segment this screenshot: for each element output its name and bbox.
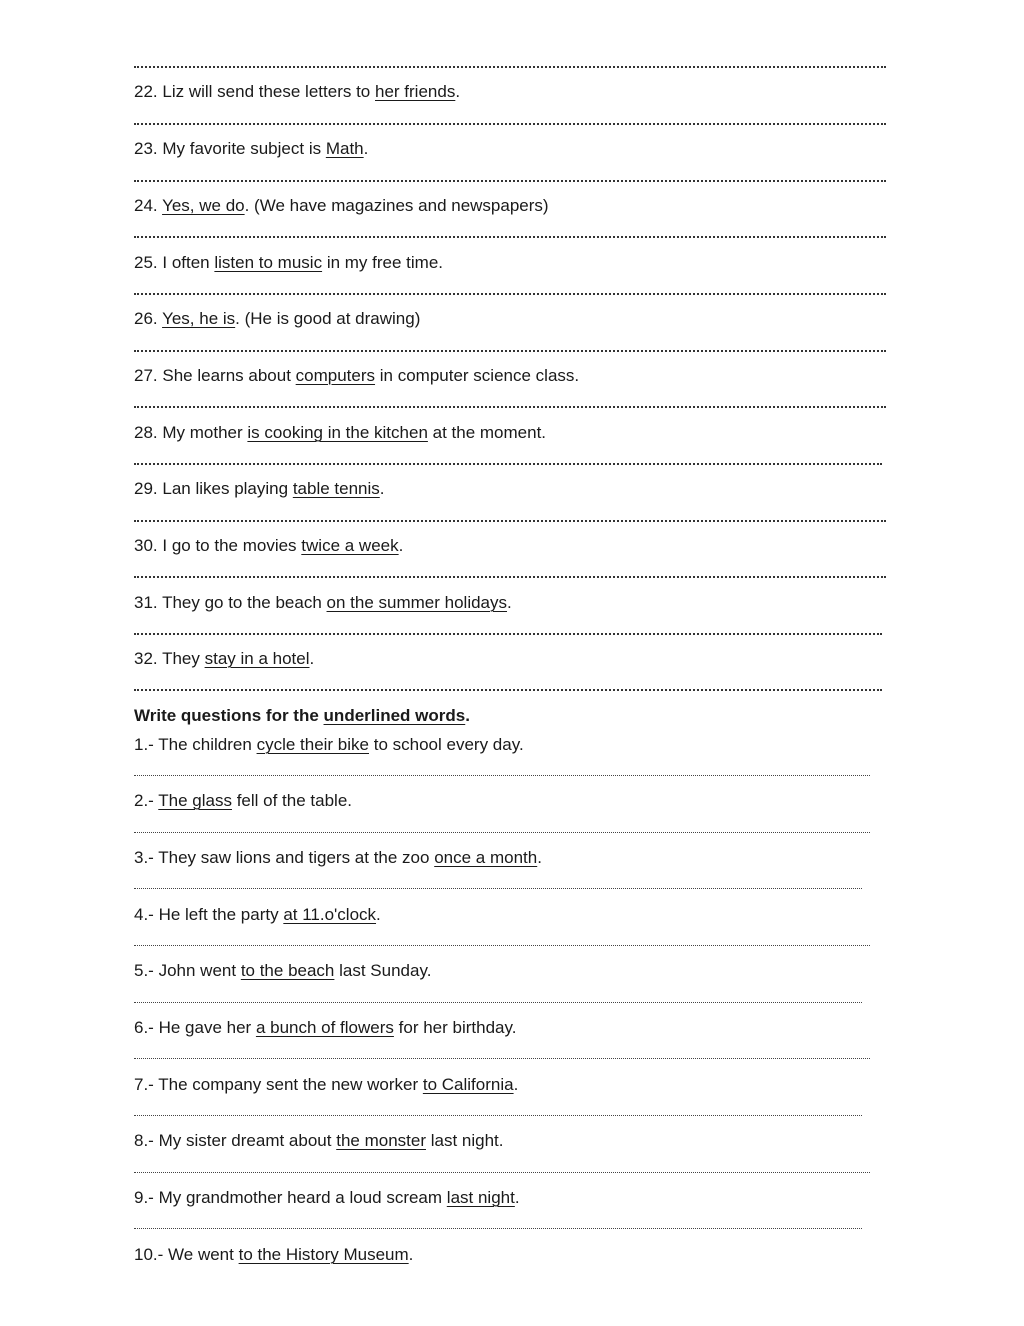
underlined-phrase: stay in a hotel — [204, 649, 310, 668]
sentence-text: . — [455, 82, 461, 101]
question-number: 22. — [134, 82, 158, 101]
question-29 — [134, 478, 385, 500]
question-number: 29. — [134, 479, 158, 498]
question-10 — [134, 1244, 413, 1266]
heading-text: Write questions for the — [134, 706, 319, 725]
underlined-phrase: her friends — [375, 82, 456, 101]
question-number: 27. — [134, 366, 158, 385]
answer-line — [134, 576, 886, 578]
sentence-text: . — [309, 649, 315, 668]
underlined-phrase: last night — [446, 1188, 515, 1207]
question-number: 23. — [134, 139, 158, 158]
answer-line — [134, 66, 886, 68]
question-6 — [134, 1017, 516, 1039]
sentence-text: He gave her — [158, 1018, 252, 1037]
underlined-phrase: The glass — [158, 791, 232, 810]
question-number: 1.- — [134, 735, 154, 754]
sentence-text: Liz will send these letters to — [162, 82, 371, 101]
answer-line — [134, 180, 886, 182]
question-number: 10.- — [134, 1245, 164, 1264]
underlined-phrase: a bunch of flowers — [255, 1018, 394, 1037]
underlined-phrase: on the summer holidays — [326, 593, 508, 612]
question-23 — [134, 138, 368, 160]
question-27 — [134, 365, 579, 387]
section-heading — [134, 705, 470, 727]
sentence-text: in computer science class. — [379, 366, 580, 385]
underlined-phrase: Yes, he is — [162, 309, 236, 328]
question-26 — [134, 308, 420, 330]
underlined-phrase: Yes, we do — [162, 196, 245, 215]
sentence-text: . — [513, 1075, 519, 1094]
sentence-text: . — [379, 479, 385, 498]
answer-line — [134, 1002, 862, 1003]
answer-line — [134, 832, 870, 833]
sentence-text: They — [162, 649, 200, 668]
underlined-phrase: at 11.o'clock — [283, 905, 377, 924]
question-number: 6.- — [134, 1018, 154, 1037]
sentence-text: . — [363, 139, 369, 158]
sentence-text: My sister dreamt about — [158, 1131, 332, 1150]
underlined-phrase: to the beach — [240, 961, 335, 980]
answer-line — [134, 236, 886, 238]
question-number: 5.- — [134, 961, 154, 980]
underlined-phrase: listen to music — [214, 253, 323, 272]
question-number: 31. — [134, 593, 158, 612]
sentence-text: . — [376, 905, 381, 924]
question-32 — [134, 648, 314, 670]
answer-line — [134, 463, 882, 465]
question-number: 26. — [134, 309, 158, 328]
sentence-text: Lan likes playing — [162, 479, 289, 498]
question-25 — [134, 252, 443, 274]
question-number: 7.- — [134, 1075, 154, 1094]
sentence-text: My grandmother heard a loud scream — [158, 1188, 443, 1207]
sentence-text: . — [408, 1245, 414, 1264]
question-5 — [134, 960, 431, 982]
question-number: 9.- — [134, 1188, 154, 1207]
question-number: 32. — [134, 649, 158, 668]
underlined-phrase: once a month — [434, 848, 538, 867]
underlined-phrase: to California — [422, 1075, 514, 1094]
sentence-text: . (He is good at drawing) — [235, 309, 421, 328]
question-number: 24. — [134, 196, 158, 215]
sentence-text: . — [537, 848, 542, 867]
sentence-text: last night. — [430, 1131, 504, 1150]
sentence-text: They go to the beach — [162, 593, 322, 612]
question-number: 2.- — [134, 791, 154, 810]
answer-line — [134, 520, 886, 522]
answer-line — [134, 1115, 862, 1116]
sentence-text: . (We have magazines and newspapers) — [244, 196, 549, 215]
question-number: 3.- — [134, 848, 154, 867]
sentence-text: fell of the table. — [236, 791, 353, 810]
sentence-text: The company sent the new worker — [158, 1075, 419, 1094]
answer-line — [134, 888, 862, 889]
sentence-text: for her birthday. — [398, 1018, 517, 1037]
sentence-text: My mother — [162, 423, 243, 442]
sentence-text: at the moment. — [432, 423, 547, 442]
sentence-text: to school every day. — [373, 735, 524, 754]
question-number: 25. — [134, 253, 158, 272]
answer-line — [134, 775, 870, 776]
question-number: 4.- — [134, 905, 154, 924]
answer-line — [134, 293, 886, 295]
question-number: 28. — [134, 423, 158, 442]
sentence-text: My favorite subject is — [162, 139, 322, 158]
underlined-phrase: twice a week — [301, 536, 399, 555]
underlined-phrase: the monster — [336, 1131, 426, 1150]
answer-line — [134, 123, 886, 125]
question-2 — [134, 790, 352, 812]
underlined-phrase: cycle their bike — [256, 735, 369, 754]
sentence-text: I often — [162, 253, 210, 272]
sentence-text: We went — [168, 1245, 234, 1264]
underlined-phrase: table tennis — [292, 479, 380, 498]
sentence-text: John went — [158, 961, 237, 980]
answer-line — [134, 945, 870, 946]
answer-line — [134, 1172, 870, 1173]
question-22 — [134, 81, 460, 103]
heading-text: . — [465, 706, 470, 725]
sentence-text: He left the party — [158, 905, 279, 924]
answer-line — [134, 1058, 870, 1059]
question-number: 30. — [134, 536, 158, 555]
underlined-phrase: to the History Museum — [238, 1245, 409, 1264]
answer-line — [134, 689, 882, 691]
question-1 — [134, 734, 524, 756]
question-4 — [134, 904, 381, 926]
question-28 — [134, 422, 546, 444]
question-9 — [134, 1187, 520, 1209]
question-8 — [134, 1130, 503, 1152]
sentence-text: I go to the movies — [162, 536, 297, 555]
answer-line — [134, 350, 886, 352]
answer-line — [134, 633, 882, 635]
sentence-text: . — [514, 1188, 520, 1207]
answer-line — [134, 1228, 862, 1229]
underlined-phrase: Math — [325, 139, 364, 158]
question-31 — [134, 592, 512, 614]
question-30 — [134, 535, 403, 557]
heading-underlined: underlined words — [323, 706, 466, 725]
question-24 — [134, 195, 549, 217]
underlined-phrase: computers — [295, 366, 376, 385]
sentence-text: . — [507, 593, 512, 612]
sentence-text: in my free time. — [326, 253, 444, 272]
sentence-text: The children — [158, 735, 252, 754]
question-3 — [134, 847, 542, 869]
question-number: 8.- — [134, 1131, 154, 1150]
sentence-text: . — [398, 536, 404, 555]
sentence-text: She learns about — [162, 366, 291, 385]
sentence-text: They saw lions and tigers at the zoo — [158, 848, 430, 867]
question-7 — [134, 1074, 518, 1096]
underlined-phrase: is cooking in the kitchen — [247, 423, 428, 442]
answer-line — [134, 406, 886, 408]
sentence-text: last Sunday. — [339, 961, 432, 980]
